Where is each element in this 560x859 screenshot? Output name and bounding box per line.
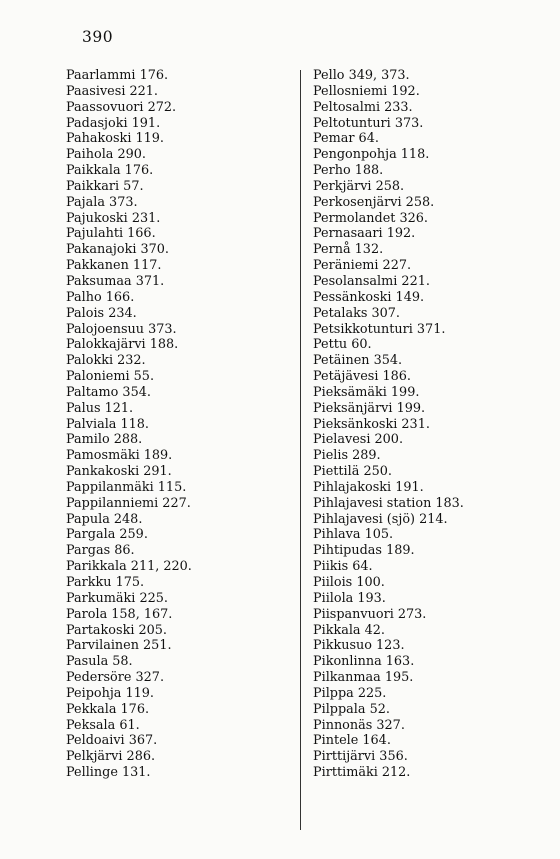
index-entry: Pirttijärvi 356. [313, 749, 408, 765]
index-entry: Paloniemi 55. [66, 369, 155, 385]
index-entry: Pargala 259. [66, 527, 148, 543]
index-entry: Paksumaa 371. [66, 273, 165, 289]
index-entry: Paasivesi 221. [66, 83, 158, 99]
index-entry: Pirttimäki 212. [313, 765, 411, 781]
index-entry: Pielavesi 200. [313, 432, 404, 448]
index-entry: Pedersöre 327. [66, 670, 165, 686]
index-entry: Piispanvuori 273. [313, 606, 427, 622]
index-entry: Pilkanmaa 195. [313, 670, 414, 686]
index-entry: Permolandet 326. [313, 210, 428, 226]
index-entry: Pikkusuo 123. [313, 638, 405, 654]
index-entry: Pessänkoski 149. [313, 289, 425, 305]
index-entry: Peräniemi 227. [313, 258, 412, 274]
index-entry: Perkosenjärvi 258. [313, 194, 435, 210]
index-entry: Peksala 61. [66, 717, 140, 733]
index-entry: Pesolansalmi 221. [313, 273, 430, 289]
index-entry: Piettilä 250. [313, 464, 392, 480]
index-entry: Pernasaari 192. [313, 226, 416, 242]
index-entry: Pihlajavesi (sjö) 214. [313, 511, 448, 527]
index-entry: Pakanajoki 370. [66, 242, 169, 258]
index-entry: Paarlammi 176. [66, 68, 169, 83]
index-entry: Pajala 373. [66, 194, 138, 210]
index-entry: Paassovuori 272. [66, 99, 177, 115]
index-entry: Piilola 193. [313, 590, 386, 606]
index-entry: Paikkari 57. [66, 178, 144, 194]
page-number: 390 [82, 28, 114, 46]
index-entry: Palus 121. [66, 400, 134, 416]
index-entry: Parkku 175. [66, 575, 145, 590]
index-entry: Pengonpohja 118. [313, 147, 430, 163]
index-column-left [66, 68, 192, 781]
index-entry: Piilois 100. [313, 575, 385, 590]
index-entry: Pihlajavesi station 183. [313, 495, 464, 511]
index-entry: Padasjoki 191. [66, 115, 161, 131]
index-entry: Pamilo 288. [66, 432, 143, 448]
index-entry: Pinnonäs 327. [313, 717, 405, 733]
index-entry: Pappilanmäki 115. [66, 479, 187, 495]
index-entry: Pargas 86. [66, 543, 135, 559]
index-entry: Peltotunturi 373. [313, 115, 424, 131]
index-entry: Pelkjärvi 286. [66, 749, 156, 765]
index-entry: Pikonlinna 163. [313, 654, 415, 670]
index-entry: Pellinge 131. [66, 765, 151, 781]
index-entry: Pilppala 52. [313, 701, 390, 717]
index-entry: Palokkajärvi 188. [66, 337, 179, 353]
index-entry: Piikis 64. [313, 559, 373, 575]
index-entry: Pasula 58. [66, 654, 133, 670]
column-divider [300, 70, 301, 830]
index-entry: Peldoaivi 367. [66, 733, 158, 749]
index-entry: Pielis 289. [313, 448, 381, 464]
index-entry: Pahakoski 119. [66, 131, 164, 147]
index-entry: Pihlajakoski 191. [313, 479, 424, 495]
index-entry: Pikkala 42. [313, 622, 385, 638]
index-entry: Pankakoski 291. [66, 464, 172, 480]
index-entry: Pemar 64. [313, 131, 379, 147]
index-entry: Perkjärvi 258. [313, 178, 405, 194]
index-entry: Pintele 164. [313, 733, 391, 749]
index-entry: Pappilanniemi 227. [66, 495, 191, 511]
index-entry: Pello 349, 373. [313, 68, 410, 83]
index-entry: Paihola 290. [66, 147, 146, 163]
index-entry: Parikkala 211, 220. [66, 559, 192, 575]
index-column-right [313, 68, 464, 781]
index-entry: Parvilainen 251. [66, 638, 172, 654]
index-entry: Palois 234. [66, 305, 137, 321]
index-entry: Petäinen 354. [313, 353, 403, 369]
index-entry: Paltamo 354. [66, 384, 151, 400]
index-entry: Pellosniemi 192. [313, 83, 420, 99]
index-entry: Perho 188. [313, 163, 384, 179]
index-entry: Petäjävesi 186. [313, 369, 412, 385]
index-entry: Pettu 60. [313, 337, 372, 353]
index-entry: Pajulahti 166. [66, 226, 156, 242]
index-entry: Pilppa 225. [313, 685, 387, 701]
index-entry: Petsikkotunturi 371. [313, 321, 446, 337]
index-entry: Pieksämäki 199. [313, 384, 420, 400]
index-entry: Pajukoski 231. [66, 210, 161, 226]
index-entry: Parola 158, 167. [66, 606, 173, 622]
index-entry: Pakkanen 117. [66, 258, 162, 274]
index-entry: Pieksänjärvi 199. [313, 400, 426, 416]
index-entry: Pihlava 105. [313, 527, 394, 543]
index-entry: Pieksänkoski 231. [313, 416, 430, 432]
index-entry: Peltosalmi 233. [313, 99, 413, 115]
index-entry: Parkumäki 225. [66, 590, 168, 606]
index-entry: Pernå 132. [313, 242, 384, 258]
index-entry: Pekkala 176. [66, 701, 150, 717]
index-entry: Palokki 232. [66, 353, 146, 369]
index-entry: Palho 166. [66, 289, 135, 305]
index-entry: Palojoensuu 373. [66, 321, 177, 337]
index-entry: Peipohja 119. [66, 685, 154, 701]
index-entry: Petalaks 307. [313, 305, 400, 321]
index-entry: Pihtipudas 189. [313, 543, 415, 559]
index-entry: Partakoski 205. [66, 622, 167, 638]
index-entry: Paikkala 176. [66, 163, 154, 179]
index-entry: Pamosmäki 189. [66, 448, 173, 464]
index-entry: Papula 248. [66, 511, 143, 527]
index-entry: Palviala 118. [66, 416, 149, 432]
